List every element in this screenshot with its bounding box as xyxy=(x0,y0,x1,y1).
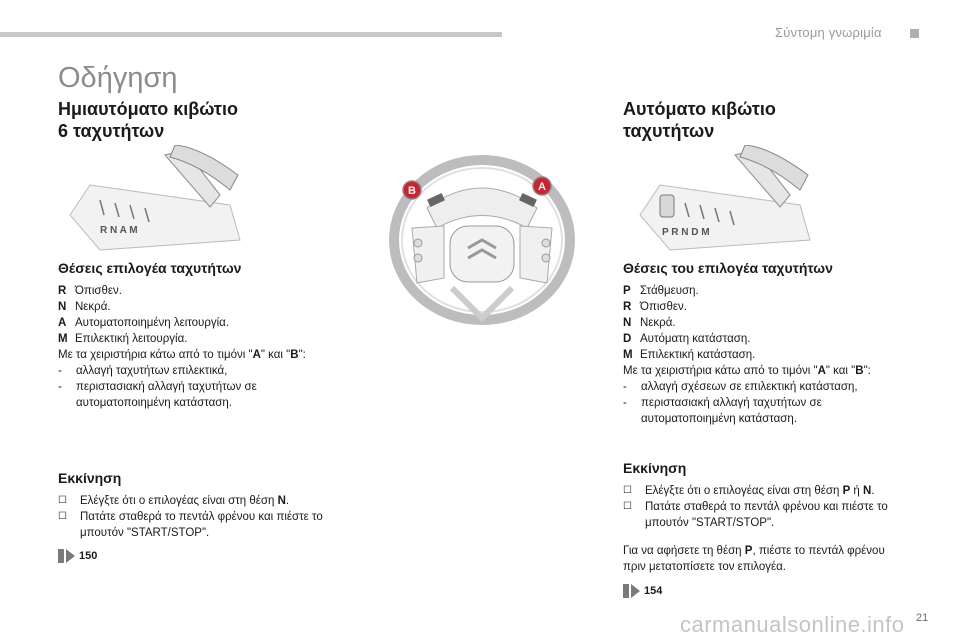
list-item: ☐ Πατάτε σταθερά το πεντάλ φρένου και πιέστε το μπουτόν "START/STOP". xyxy=(58,511,323,539)
left-heading xyxy=(58,98,238,142)
list-item: D Αυτόματη κατάσταση. xyxy=(623,333,751,345)
right-start-heading: Εκκίνηση xyxy=(623,460,687,476)
right-heading xyxy=(623,98,776,142)
paddle-a-label: A xyxy=(538,181,546,193)
page-title: Οδήγηση xyxy=(58,62,178,94)
list-item: - αλλαγή ταχυτήτων επιλεκτικά, xyxy=(58,365,228,377)
reference-box-icon xyxy=(58,549,64,563)
list-item: R Όπισθεν. xyxy=(623,301,687,313)
checkbox-icon: ☐ xyxy=(623,485,632,496)
section-title: Σύντομη γνωριμία xyxy=(775,25,882,40)
list-item: ☐ Ελέγξτε ότι ο επιλογέας είναι στη θέση P ή N. xyxy=(623,485,875,497)
right-start-list xyxy=(623,483,903,531)
watermark: carmanualsonline.info xyxy=(680,612,905,637)
paddles-text: Με τα χειριστήρια κάτω από το τιμόνι "A" και "B": xyxy=(58,349,306,361)
checkbox-icon: ☐ xyxy=(58,495,67,506)
left-heading-line-1: Ημιαυτόματο κιβώτιο xyxy=(58,99,238,119)
paddle-b-label: B xyxy=(408,185,416,197)
left-positions-heading: Θέσεις επιλογέα ταχυτήτων xyxy=(58,260,242,276)
paddles-text: Με τα χειριστήρια κάτω από το τιμόνι "A" και "B": xyxy=(623,365,871,377)
list-item: - περιστασιακή αλλαγή ταχυτήτων σε αυτοματοποιημένη κατάσταση. xyxy=(623,397,822,425)
auto-selector-illustration xyxy=(630,145,830,255)
checkbox-icon: ☐ xyxy=(58,511,67,522)
list-item: ☐ Ελέγξτε ότι ο επιλογέας είναι στη θέση N. xyxy=(58,495,290,507)
checkbox-icon: ☐ xyxy=(623,501,632,512)
list-item: - περιστασιακή αλλαγή ταχυτήτων σε αυτοματοποιημένη κατάσταση. xyxy=(58,381,257,409)
right-heading-line-1: Αυτόματο κιβώτιο xyxy=(623,99,776,119)
semi-auto-selector-illustration xyxy=(60,145,260,255)
page-reference-link[interactable]: 150 xyxy=(58,549,97,563)
list-item: - αλλαγή σχέσεων σε επιλεκτική κατάσταση, xyxy=(623,381,858,393)
section-marker xyxy=(910,29,919,38)
list-item: N Νεκρά. xyxy=(623,317,676,329)
left-heading-line-2: 6 ταχυτήτων xyxy=(58,121,165,141)
page-reference-link[interactable]: 154 xyxy=(623,584,662,598)
list-item: P Στάθμευση. xyxy=(623,285,699,297)
right-note: Για να αφήσετε τη θέση P, πιέστε το πεντάλ φρένου πριν μετατοπίσετε τον επιλογέα. xyxy=(623,545,885,573)
right-positions-heading: Θέσεις του επιλογέα ταχυτήτων xyxy=(623,260,833,276)
arrow-right-icon xyxy=(631,584,640,598)
list-item: ☐ Πατάτε σταθερά το πεντάλ φρένου και πιέστε το μπουτόν "START/STOP". xyxy=(623,501,888,529)
list-item: N Νεκρά. xyxy=(58,301,111,313)
list-item: M Επιλεκτική λειτουργία. xyxy=(58,333,188,345)
arrow-right-icon xyxy=(66,549,75,563)
list-item: M Επιλεκτική κατάσταση. xyxy=(623,349,756,361)
reference-box-icon xyxy=(623,584,629,598)
header-bar xyxy=(0,32,502,37)
list-item: R Όπισθεν. xyxy=(58,285,122,297)
left-start-heading: Εκκίνηση xyxy=(58,470,122,486)
right-positions-list xyxy=(623,283,913,427)
steering-wheel-illustration xyxy=(382,148,582,333)
left-start-list xyxy=(58,493,328,541)
right-heading-line-2: ταχυτήτων xyxy=(623,121,715,141)
semi-auto-gear-letters: R N A M xyxy=(100,225,138,236)
list-item: A Αυτοματοποιημένη λειτουργία. xyxy=(58,317,230,329)
auto-gear-letters: P R N D M xyxy=(662,227,710,238)
left-positions-list xyxy=(58,283,338,411)
page-number: 21 xyxy=(916,612,929,624)
